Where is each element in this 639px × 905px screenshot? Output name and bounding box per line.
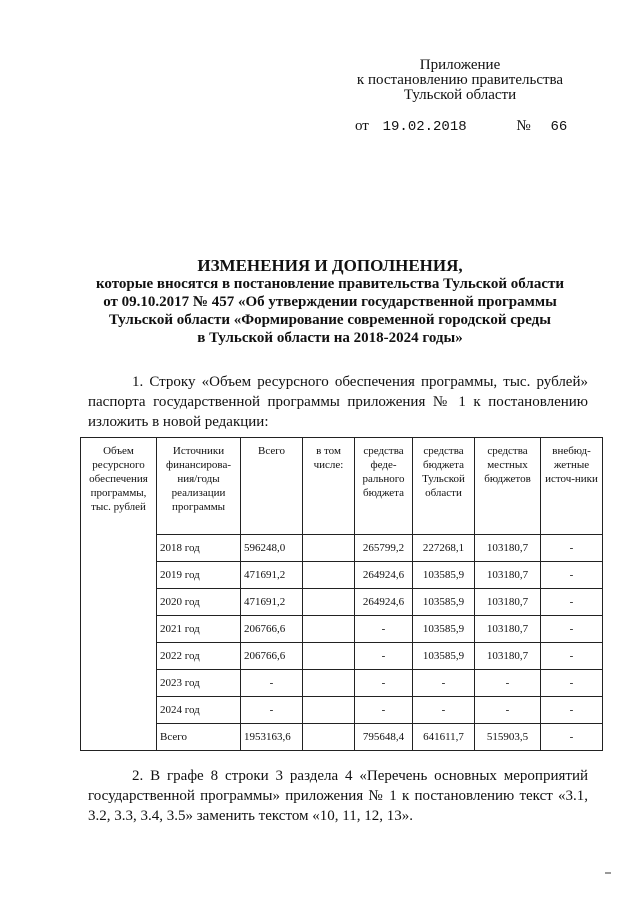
column-header: внебюд-жетные источ-ники [541, 438, 603, 535]
federal-cell: 795648,4 [355, 724, 413, 751]
year-cell: 2018 год [157, 535, 241, 562]
year-cell: 2019 год [157, 562, 241, 589]
paragraph-1-text: 1. Строку «Объем ресурсного обеспечения программы, тыс. рублей» паспорта государственной программы приложения № 1 к постановлению изложить в новой редакции: [88, 374, 588, 430]
column-header: Источники финансирова-ния/годы реализации программы [157, 438, 241, 535]
empty-cell [303, 697, 355, 724]
federal-cell: - [355, 697, 413, 724]
number-label: № [516, 118, 531, 134]
column-header: в том числе: [303, 438, 355, 535]
extra-cell: - [541, 697, 603, 724]
title-line: в Тульской области на 2018-2024 годы» [197, 330, 463, 346]
appendix-line: Тульской области [403, 87, 517, 103]
year-cell: 2021 год [157, 616, 241, 643]
local-cell: 103180,7 [475, 616, 541, 643]
table-row-total [81, 724, 603, 751]
from-label: от [355, 118, 369, 134]
paragraph-2-text: 2. В графе 8 строки 3 раздела 4 «Перечень основных мероприятий государственной программы» приложения № 1 к постановлению текст «3.1, 3.2, 3.3, 3.4, 3.5» заменить текстом «10, 11, 12, 13». [88, 768, 588, 824]
federal-cell: 264924,6 [355, 589, 413, 616]
title-line: которые вносятся в постановление правительства Тульской области [95, 276, 565, 292]
column-header: Всего [241, 438, 303, 535]
local-cell: 103180,7 [475, 643, 541, 670]
total-cell: - [241, 697, 303, 724]
year-cell: 2020 год [157, 589, 241, 616]
total-cell: 471691,2 [241, 562, 303, 589]
extra-cell: - [541, 589, 603, 616]
paragraph-1 [88, 372, 588, 432]
extra-cell: - [541, 616, 603, 643]
year-cell: Всего [157, 724, 241, 751]
local-cell: 103180,7 [475, 589, 541, 616]
extra-cell: - [541, 670, 603, 697]
federal-cell: - [355, 670, 413, 697]
regional-cell: - [413, 670, 475, 697]
extra-cell: - [541, 562, 603, 589]
extra-cell: - [541, 535, 603, 562]
federal-cell: 264924,6 [355, 562, 413, 589]
decree-date: 19.02.2018 [382, 119, 467, 135]
scan-mark [605, 872, 611, 874]
appendix-line: к постановлению правительства [356, 72, 564, 88]
regional-cell: 103585,9 [413, 643, 475, 670]
title-line: от 09.10.2017 № 457 «Об утверждении государственной программы [103, 294, 557, 310]
table-row [81, 643, 603, 670]
table-row [81, 589, 603, 616]
title-heading: ИЗМЕНЕНИЯ И ДОПОЛНЕНИЯ, [197, 256, 463, 275]
appendix-header [340, 58, 580, 103]
empty-cell [303, 643, 355, 670]
column-header: Объем ресурсного обеспечения программы, тыс. рублей [81, 438, 157, 751]
regional-cell: 103585,9 [413, 589, 475, 616]
decree-reference [355, 118, 567, 135]
total-cell: 596248,0 [241, 535, 303, 562]
total-cell: 471691,2 [241, 589, 303, 616]
local-cell: - [475, 670, 541, 697]
empty-cell [303, 562, 355, 589]
regional-cell: 103585,9 [413, 616, 475, 643]
federal-cell: - [355, 643, 413, 670]
empty-cell [303, 724, 355, 751]
regional-cell: - [413, 697, 475, 724]
funding-table [80, 437, 603, 751]
year-cell: 2024 год [157, 697, 241, 724]
table-row [81, 616, 603, 643]
local-cell: 103180,7 [475, 535, 541, 562]
empty-cell [303, 589, 355, 616]
year-cell: 2022 год [157, 643, 241, 670]
appendix-line: Приложение [419, 57, 501, 73]
column-header: средства феде-рального бюджета [355, 438, 413, 535]
column-header: средства бюджета Тульской области [413, 438, 475, 535]
regional-cell: 103585,9 [413, 562, 475, 589]
total-cell: 206766,6 [241, 643, 303, 670]
document-title [60, 257, 600, 347]
table-row [81, 697, 603, 724]
local-cell: 103180,7 [475, 562, 541, 589]
federal-cell: - [355, 616, 413, 643]
year-cell: 2023 год [157, 670, 241, 697]
extra-cell: - [541, 643, 603, 670]
empty-cell [303, 670, 355, 697]
paragraph-2 [88, 766, 588, 826]
local-cell: - [475, 697, 541, 724]
empty-cell [303, 616, 355, 643]
table-header-row [81, 438, 603, 535]
table-row [81, 562, 603, 589]
column-header: средства местных бюджетов [475, 438, 541, 535]
title-line: Тульской области «Формирование современной городской среды [109, 312, 551, 328]
total-cell: 1953163,6 [241, 724, 303, 751]
empty-cell [303, 535, 355, 562]
federal-cell: 265799,2 [355, 535, 413, 562]
table-row [81, 535, 603, 562]
total-cell: - [241, 670, 303, 697]
regional-cell: 641611,7 [413, 724, 475, 751]
decree-number: 66 [550, 119, 568, 135]
extra-cell: - [541, 724, 603, 751]
table-row [81, 670, 603, 697]
regional-cell: 227268,1 [413, 535, 475, 562]
local-cell: 515903,5 [475, 724, 541, 751]
total-cell: 206766,6 [241, 616, 303, 643]
